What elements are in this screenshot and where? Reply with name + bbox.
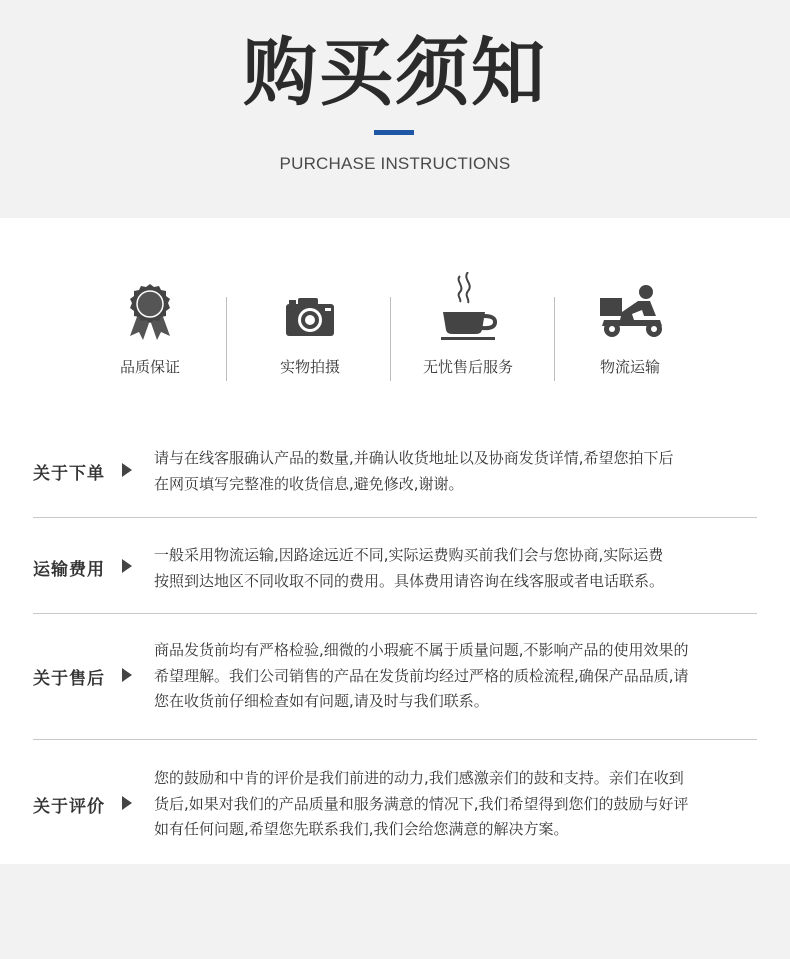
section-divider [33, 613, 757, 614]
feature-photo [240, 280, 380, 390]
triangle-right-icon [122, 559, 132, 573]
feature-label: 品质保证 [119, 358, 180, 376]
section-line: 在网页填写完整准的收货信息,避免修改,谢谢。 [154, 474, 464, 493]
feature-quality [80, 280, 220, 390]
section-line: 商品发货前均有严格检验,细微的小瑕疵不属于质量问题,不影响产品的使用效果的 [154, 641, 689, 659]
section-heading: 关于评价 [33, 797, 105, 817]
feature-label: 无忧售后服务 [422, 358, 513, 376]
section-line: 如有任何问题,希望您先联系我们,我们会给您满意的解决方案。 [154, 820, 569, 838]
section-line: 请与在线客服确认产品的数量,并确认收货地址以及协商发货详情,希望您拍下后 [154, 449, 674, 467]
section-ordering [33, 446, 757, 498]
triangle-right-icon [122, 668, 132, 682]
title-underline [374, 130, 414, 135]
section-line: 希望理解。我们公司销售的产品在发货前均经过严格的质检流程,确保产品品质,请 [154, 666, 689, 685]
divider [226, 297, 227, 381]
feature-label: 物流运输 [599, 358, 660, 376]
section-heading: 运输费用 [33, 560, 105, 580]
section-divider [33, 517, 757, 518]
section-line: 您在收货前仔细检查如有问题,请及时与我们联系。 [154, 692, 489, 710]
feature-service [398, 280, 538, 390]
section-heading: 关于售后 [33, 669, 105, 689]
page-title: 购买须知 [243, 30, 547, 116]
section-line: 按照到达地区不同收取不同的费用。具体费用请咨询在线客服或者电话联系。 [154, 571, 665, 590]
section-body [154, 766, 757, 843]
footer-band [0, 864, 790, 959]
camera-icon [280, 280, 340, 340]
coffee-cup-icon [438, 272, 498, 344]
delivery-scooter-icon [598, 280, 668, 340]
section-after-sales [33, 638, 757, 716]
triangle-right-icon [122, 463, 132, 477]
header-section [0, 0, 790, 218]
section-divider [33, 739, 757, 740]
section-body [154, 638, 757, 715]
feature-label: 实物拍摄 [279, 358, 340, 376]
divider [390, 297, 391, 381]
section-line: 货后,如果对我们的产品质量和服务满意的情况下,我们希望得到您们的鼓励与好评 [154, 794, 689, 813]
section-body [154, 446, 757, 497]
section-line: 一般采用物流运输,因路途远近不同,实际运费购买前我们会与您协商,实际运费 [154, 546, 664, 564]
divider [554, 297, 555, 381]
section-shipping [33, 543, 757, 595]
section-body [154, 543, 757, 594]
section-line: 您的鼓励和中肯的评价是我们前进的动力,我们感激亲们的鼓和支持。亲们在收到 [154, 769, 684, 787]
triangle-right-icon [122, 796, 132, 810]
section-reviews [33, 766, 757, 844]
feature-logistics [560, 280, 700, 390]
award-badge-icon [120, 280, 180, 340]
section-heading: 关于下单 [33, 464, 105, 484]
page-subtitle: PURCHASE INSTRUCTIONS [279, 154, 511, 173]
